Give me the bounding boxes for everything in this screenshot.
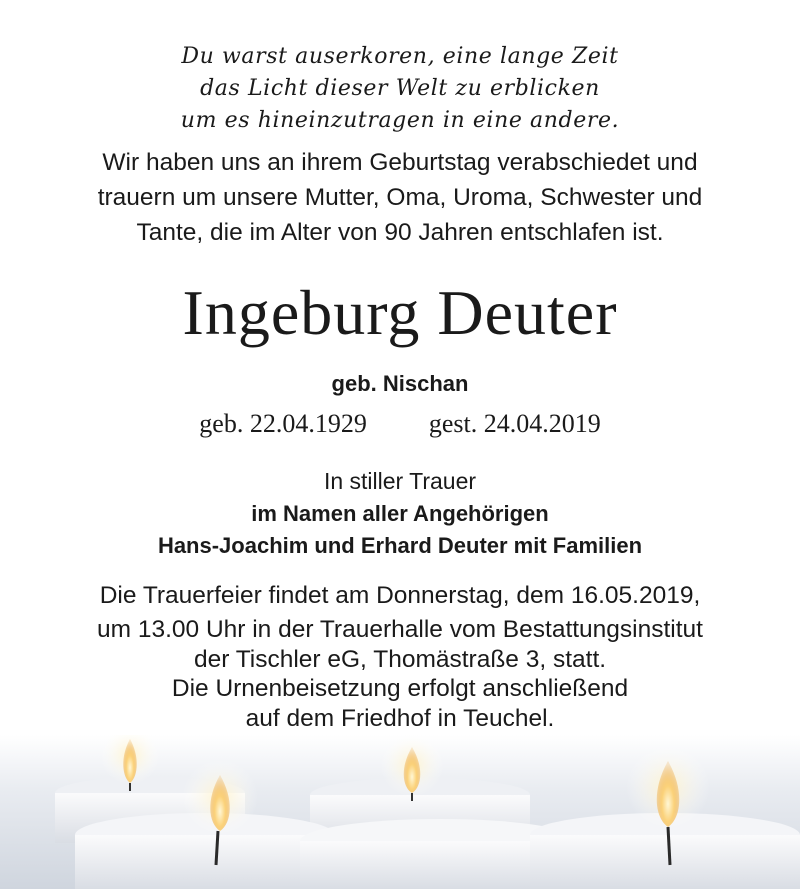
deceased-name: Ingeburg Deuter [182, 277, 618, 348]
intro-line-3: Tante, die im Alter von 90 Jahren entschlafen ist. [136, 219, 664, 246]
ceremony-line-1: Die Trauerfeier findet am Donnerstag, dem 16.05.2019, [99, 582, 701, 609]
life-dates [0, 409, 800, 439]
maiden-name: geb. Nischan [331, 371, 469, 396]
mourning-line: In stiller Trauer [323, 468, 477, 494]
mourners-names: Hans-Joachim und Erhard Deuter mit Familien [157, 533, 643, 558]
family-line: im Namen aller Angehörigen [251, 501, 549, 526]
poem-line-3: um es hineinzutragen in eine andere. [180, 108, 620, 133]
candles-image [0, 735, 800, 889]
ceremony-line-2: um 13.00 Uhr in der Trauerhalle vom Bestattungsinstitut [96, 616, 703, 643]
poem-line-2: das Licht dieser Welt zu erblicken [200, 76, 600, 101]
poem-line-1: Du warst auserkoren, eine lange Zeit [181, 44, 619, 69]
intro-line-2: trauern um unsere Mutter, Oma, Uroma, Schwester und [97, 184, 703, 211]
ceremony-line-3: der Tischler eG, Thomästraße 3, statt. [193, 646, 607, 673]
death-date: gest. 24.04.2019 [428, 409, 601, 438]
intro-line-1: Wir haben uns an ihrem Geburtstag verabschiedet und [102, 149, 698, 176]
birth-date: geb. 22.04.1929 [199, 409, 367, 438]
ceremony-line-4: Die Urnenbeisetzung erfolgt anschließend [171, 675, 629, 702]
ceremony-line-5: auf dem Friedhof in Teuchel. [245, 705, 555, 732]
